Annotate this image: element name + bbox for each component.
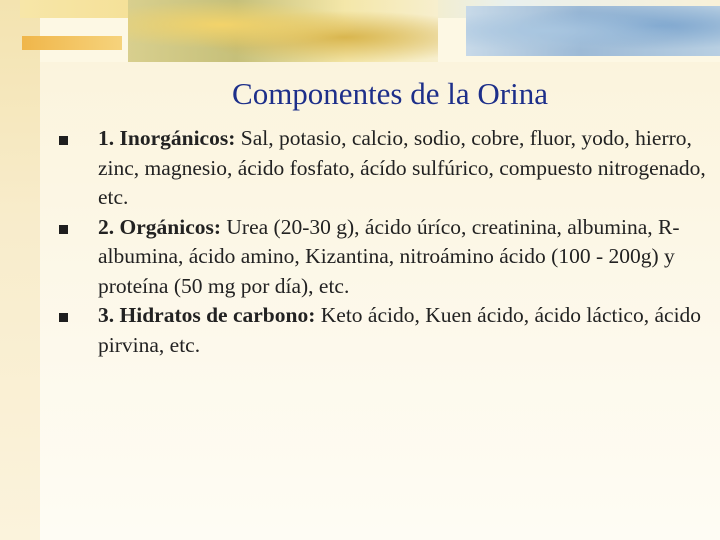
banner-leaf-picture [128,0,438,62]
bullet-heading: 1. Inorgánicos: [98,126,236,150]
bullet-list [58,124,708,360]
square-bullet-icon [59,313,68,322]
square-bullet-icon [59,225,68,234]
bullet-item-hidratos [58,301,708,360]
bullet-item-organicos [58,213,708,302]
banner-orange-bar [22,36,122,50]
banner-blue-picture [466,6,720,56]
slide-title: Componentes de la Orina [232,76,548,111]
bullet-heading: 2. Orgánicos: [98,214,222,239]
bullet-heading: 3. Hidratos de carbono: [98,303,316,327]
bullet-item-inorganicos [58,124,708,213]
square-bullet-icon [59,136,68,145]
bullet-text: Keto ácido, Kuen ácido, ácido láctico, ácido pirvina, etc. [98,303,702,357]
bullet-text: Urea (20-30 g), ácido úríco, creatinina, albumina, R-albumina, ácido amino, Kizantina, nitroámino ácido (100 - 200g) y proteína (50 mg por día), etc. [98,214,680,298]
bullet-text: Sal, potasio, calcio, sodio, cobre, fluor, yodo, hierro, zinc, magnesio, ácido fosfato, ácído sulfúrico, compuesto nitrogenado, etc. [98,126,706,209]
header-banner-image [0,0,720,62]
